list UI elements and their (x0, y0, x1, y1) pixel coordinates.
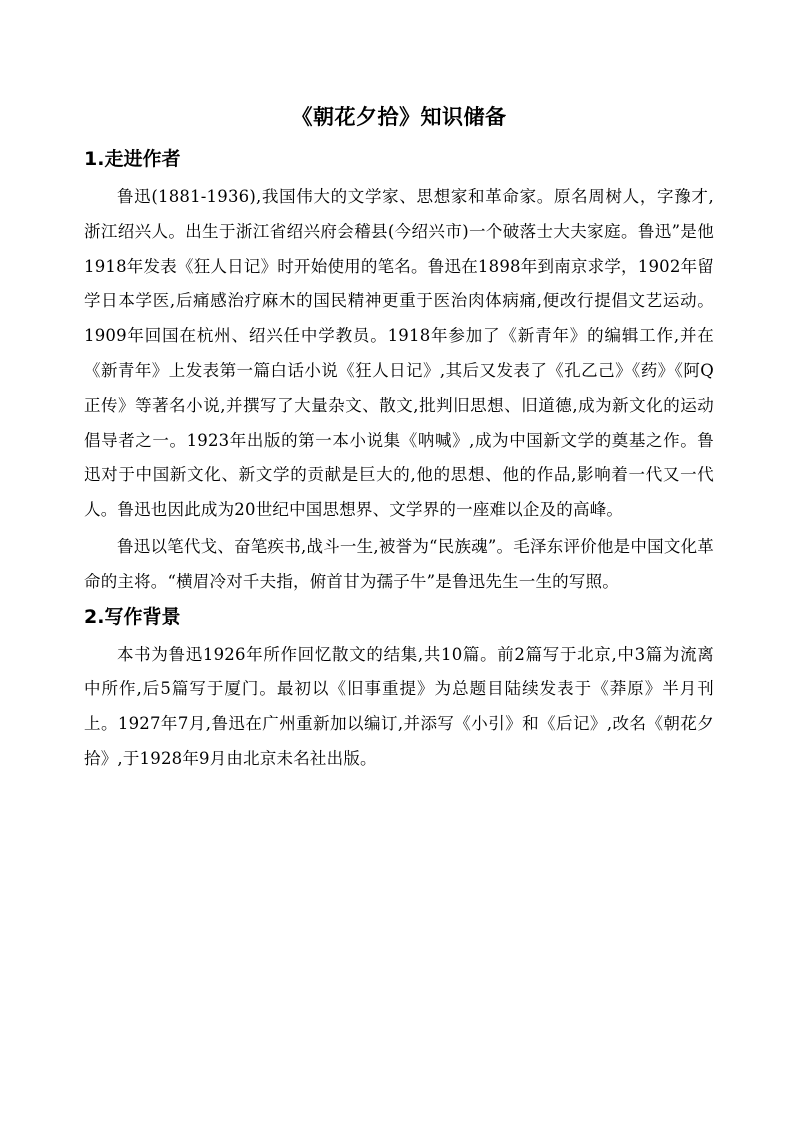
section-heading-background: 2.写作背景 (84, 605, 181, 628)
author-bio-paragraph: 鲁迅(1881-1936),我国伟大的文学家、思想家和革命家。原名周树人，字豫才,浙江绍兴人。出生于浙江省绍兴府会稽县(今绍兴市)一个破落士大夫家庭。鲁迅”是他1918年发表《狂人日记》时开始使用的笔名。鲁迅在1898年到南京求学，1902年留学日本学医,后痛感治疗麻木的国民精神更重于医治肉体病痛,便改行提倡文艺运动。1909年回国在杭州、绍兴任中学教员。1918年参加了《新青年》的编辑工作,并在《新青年》上发表第一篇白话小说《狂人日记》,其后又发表了《孔乙己》《药》《阿Q正传》等著名小说,并撰写了大量杂文、散文,批判旧思想、旧道德,成为新文化的运动倡导者之一。1923年出版的第一本小说集《呐喊》,成为中国新文学的奠基之作。鲁迅对于中国新文化、新文学的贡献是巨大的,他的思想、他的作品,影响着一代又一代人。鲁迅也因此成为20世纪中国思想界、文学界的一座难以企及的高峰。 (84, 187, 714, 520)
section-heading-author: 1.走进作者 (84, 148, 181, 170)
section-background (84, 602, 714, 777)
document-page (84, 92, 714, 779)
section-author (84, 144, 714, 600)
document-title: 《朝花夕拾》知识储备 (291, 105, 507, 129)
author-evaluation-paragraph: 鲁迅以笔代戈、奋笔疾书,战斗一生,被誉为“民族魂”。毛泽东评价他是中国文化革命的主将。“横眉冷对千夫指，俯首甘为孺子牛”是鲁迅先生一生的写照。 (84, 536, 714, 591)
background-paragraph: 本书为鲁迅1926年所作回忆散文的结集,共10篇。前2篇写于北京,中3篇为流离中所作,后5篇写于厦门。最初以《旧事重提》为总题目陆续发表于《莽原》半月刊上。1927年7月,鲁迅在广州重新加以编订,并添写《小引》和《后记》,改名《朝花夕拾》,于1928年9月由北京未名社出版。 (84, 644, 714, 768)
